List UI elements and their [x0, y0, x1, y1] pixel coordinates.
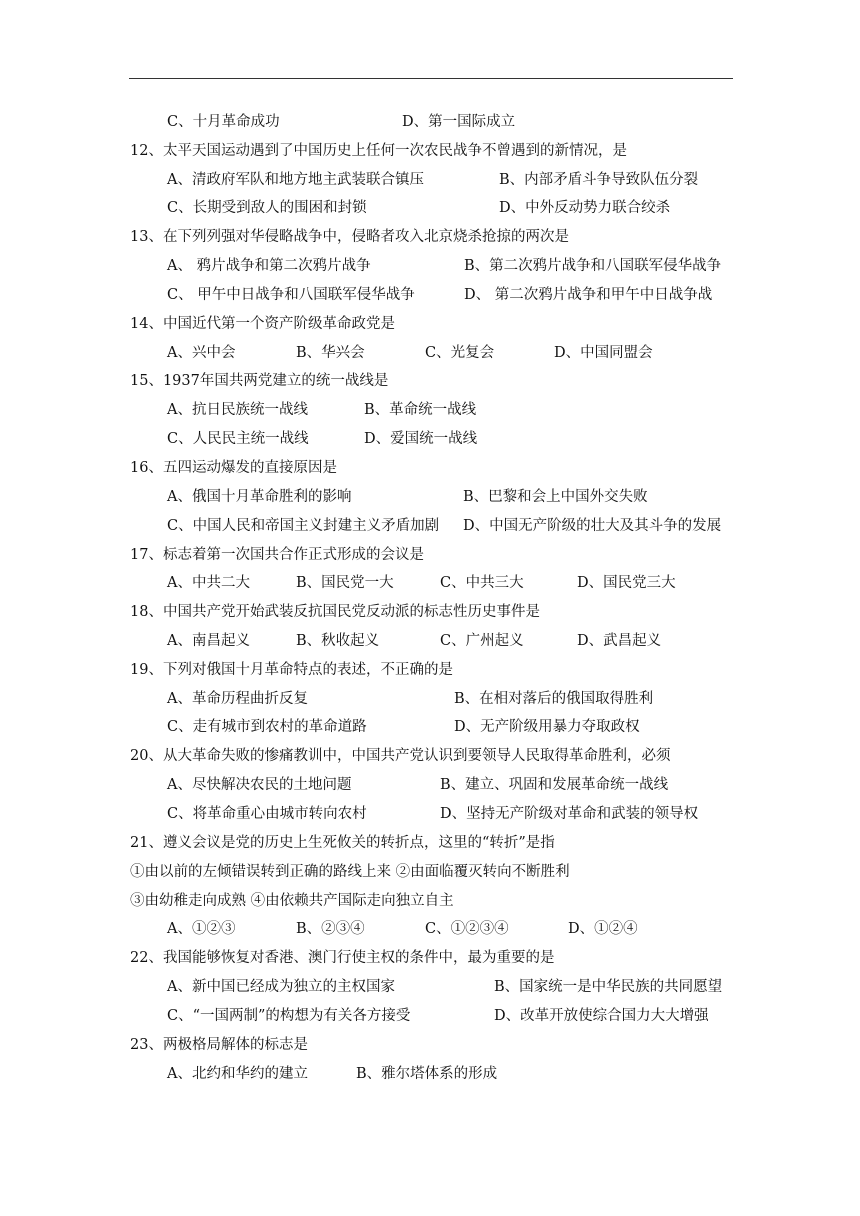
q11-option-d: D、第一国际成立	[402, 114, 516, 130]
q19-option-c: C、走有城市到农村的革命道路	[167, 719, 367, 735]
q22-option-c: C、“一国两制”的构想为有关各方接受	[167, 1008, 411, 1024]
q17-option-a: A、中共二大	[167, 575, 250, 591]
q16-option-c: C、中国人民和帝国主义封建主义矛盾加剧	[167, 518, 440, 534]
q22-option-d: D、改革开放使综合国力大大增强	[494, 1008, 709, 1024]
q18-option-b: B、秋收起义	[296, 633, 380, 649]
q14-stem: 14、中国近代第一个资产阶级革命政党是	[130, 316, 395, 332]
q13-option-c: C、 甲午中日战争和八国联军侵华战争	[167, 287, 415, 303]
q13-option-a: A、 鸦片战争和第二次鸦片战争	[167, 258, 371, 274]
q16-option-d: D、中国无产阶级的壮大及其斗争的发展	[463, 518, 722, 534]
q19-stem: 19、下列对俄国十月革命特点的表述，不正确的是	[130, 662, 453, 678]
q12-option-c: C、长期受到敌人的围困和封锁	[167, 200, 367, 216]
q20-stem: 20、从大革命失败的惨痛教训中，中国共产党认识到要领导人民取得革命胜利，必须	[130, 748, 671, 764]
q13-stem: 13、在下列列强对华侵略战争中，侵略者攻入北京烧杀抢掠的两次是	[130, 229, 569, 245]
q19-option-d: D、无产阶级用暴力夺取政权	[454, 719, 640, 735]
q20-option-a: A、尽快解决农民的土地问题	[167, 777, 352, 793]
q22-option-a: A、新中国已经成为独立的主权国家	[167, 979, 395, 995]
q22-option-b: B、国家统一是中华民族的共同愿望	[494, 979, 723, 995]
q23-stem: 23、两极格局解体的标志是	[130, 1037, 308, 1053]
q18-option-d: D、武昌起义	[577, 633, 662, 649]
q21-option-d: D、①②④	[568, 921, 638, 937]
q18-option-c: C、广州起义	[440, 633, 524, 649]
q21-option-b: B、②③④	[296, 921, 365, 937]
q16-stem: 16、五四运动爆发的直接原因是	[130, 460, 337, 476]
q12-option-b: B、内部矛盾斗争导致队伍分裂	[499, 172, 699, 188]
q17-option-c: C、中共三大	[440, 575, 524, 591]
q14-option-a: A、兴中会	[167, 345, 236, 361]
q15-option-c: C、人民民主统一战线	[167, 431, 309, 447]
header-rule	[129, 78, 733, 79]
q15-option-a: A、抗日民族统一战线	[167, 402, 308, 418]
q17-option-b: B、国民党一大	[296, 575, 394, 591]
q21-statement-line-2: ③由幼稚走向成熟 ④由依赖共产国际走向独立自主	[130, 893, 454, 909]
q17-option-d: D、国民党三大	[577, 575, 676, 591]
q21-statement-line-1: ①由以前的左倾错误转到正确的路线上来 ②由面临覆灭转向不断胜利	[130, 864, 570, 880]
q15-stem: 15、1937年国共两党建立的统一战线是	[130, 373, 389, 389]
q12-option-a: A、清政府军队和地方地主武装联合镇压	[167, 172, 424, 188]
q20-option-c: C、将革命重心由城市转向农村	[167, 806, 367, 822]
q21-option-a: A、①②③	[167, 921, 236, 937]
q23-option-b: B、雅尔塔体系的形成	[356, 1066, 498, 1082]
q19-option-b: B、在相对落后的俄国取得胜利	[454, 691, 654, 707]
q21-option-c: C、①②③④	[425, 921, 509, 937]
q15-option-d: D、爱国统一战线	[364, 431, 478, 447]
q16-option-b: B、巴黎和会上中国外交失败	[463, 489, 648, 505]
q14-option-d: D、中国同盟会	[554, 345, 653, 361]
q15-option-b: B、革命统一战线	[364, 402, 477, 418]
q22-stem: 22、我国能够恢复对香港、澳门行使主权的条件中，最为重要的是	[130, 950, 555, 966]
q17-stem: 17、标志着第一次国共合作正式形成的会议是	[130, 547, 424, 563]
q18-stem: 18、中国共产党开始武装反抗国民党反动派的标志性历史事件是	[130, 604, 540, 620]
q14-option-b: B、华兴会	[296, 345, 365, 361]
q21-stem: 21、遵义会议是党的历史上生死攸关的转折点，这里的“转折”是指	[130, 835, 555, 851]
q12-stem: 12、太平天国运动遇到了中国历史上任何一次农民战争不曾遇到的新情况，是	[130, 143, 627, 159]
q20-option-d: D、坚持无产阶级对革命和武装的领导权	[440, 806, 699, 822]
q13-option-b: B、第二次鸦片战争和八国联军侵华战争	[464, 258, 722, 274]
q18-option-a: A、南昌起义	[167, 633, 250, 649]
q19-option-a: A、革命历程曲折反复	[167, 691, 308, 707]
q16-option-a: A、俄国十月革命胜利的影响	[167, 489, 352, 505]
q12-option-d: D、中外反动势力联合绞杀	[499, 200, 671, 216]
q20-option-b: B、建立、巩固和发展革命统一战线	[440, 777, 669, 793]
q11-option-c: C、十月革命成功	[167, 114, 280, 130]
q23-option-a: A、北约和华约的建立	[167, 1066, 308, 1082]
q14-option-c: C、光复会	[425, 345, 495, 361]
q13-option-d: D、 第二次鸦片战争和甲午中日战争战	[464, 287, 713, 303]
